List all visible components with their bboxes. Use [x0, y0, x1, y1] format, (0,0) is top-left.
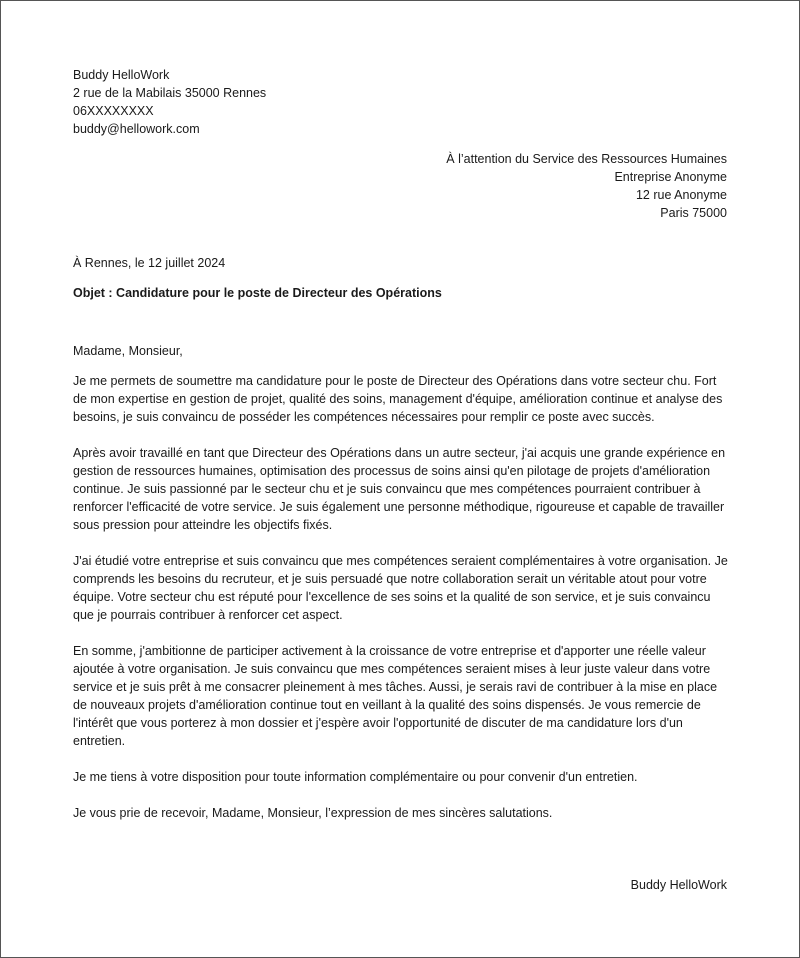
salutation: Madame, Monsieur, — [73, 344, 183, 358]
body-paragraph: Après avoir travaillé en tant que Directeur des Opérations dans un autre secteur, j'ai acquis une grande expérience en gestion de ressources humaines, optimisation des processus de soins ainsi qu'en pilotage de projets d'amélioration continue. Je suis passionné par le secteur chu et je suis convaincu que mes compétences pourraient contribuer à renforcer l'efficacité de votre service. Je suis également une personne méthodique, rigoureuse et capable de travailler sous pression pour atteindre les objectifs fixés. — [73, 446, 726, 532]
recipient-city: Paris 75000 — [660, 206, 727, 220]
recipient-attention: À l’attention du Service des Ressources Humaines — [446, 152, 727, 166]
date-line: À Rennes, le 12 juillet 2024 — [73, 256, 226, 270]
body-paragraph: J'ai étudié votre entreprise et suis convaincu que mes compétences seraient complémentaires à votre organisation. Je comprends les besoins du recruteur, et je suis persuadé que notre collaboration serait un véritable atout pour votre équipe. Votre secteur chu est réputé pour l'excellence de ses soins et la qualité de son service, et je suis convaincu que je pourrais contribuer à renforcer cet aspect. — [73, 554, 728, 622]
sender-block — [73, 66, 266, 138]
sender-name: Buddy HelloWork — [73, 68, 170, 82]
sender-phone: 06XXXXXXXX — [73, 104, 154, 118]
body-paragraph: Je me tiens à votre disposition pour toute information complémentaire ou pour convenir d'un entretien. — [73, 770, 638, 784]
closing-paragraph: Je vous prie de recevoir, Madame, Monsieur, l’expression de mes sincères salutations. — [73, 806, 553, 820]
subject-line: Objet : Candidature pour le poste de Directeur des Opérations — [73, 286, 442, 300]
recipient-company: Entreprise Anonyme — [614, 170, 727, 184]
sender-address: 2 rue de la Mabilais 35000 Rennes — [73, 86, 267, 100]
signature: Buddy HelloWork — [630, 878, 727, 892]
recipient-street: 12 rue Anonyme — [635, 188, 727, 202]
sender-email: buddy@hellowork.com — [73, 122, 200, 136]
body-paragraph: Je me permets de soumettre ma candidature pour le poste de Directeur des Opérations dans votre secteur chu. Fort de mon expertise en gestion de projet, qualité des soins, management d'équipe, amélioration continue et analyse des besoins, je suis convaincu de posséder les compétences nécessaires pour remplir ce poste avec succès. — [73, 374, 723, 424]
letter-body — [73, 372, 733, 840]
recipient-block — [446, 150, 727, 222]
body-paragraph: En somme, j'ambitionne de participer activement à la croissance de votre entreprise et d'apporter une réelle valeur ajoutée à votre organisation. Je suis convaincu que mes compétences seraient mises à leur juste valeur dans votre service et je suis prêt à me consacrer pleinement à mes tâches. Aussi, je serais ravi de contribuer à la mise en place de nouveaux projets d'amélioration continue tout en veillant à la qualité des soins dispensés. Je vous remercie de l'intérêt que vous porterez à mon dossier et j'espère avoir l'opportunité de discuter de ma candidature lors d'un entretien. — [73, 644, 718, 748]
